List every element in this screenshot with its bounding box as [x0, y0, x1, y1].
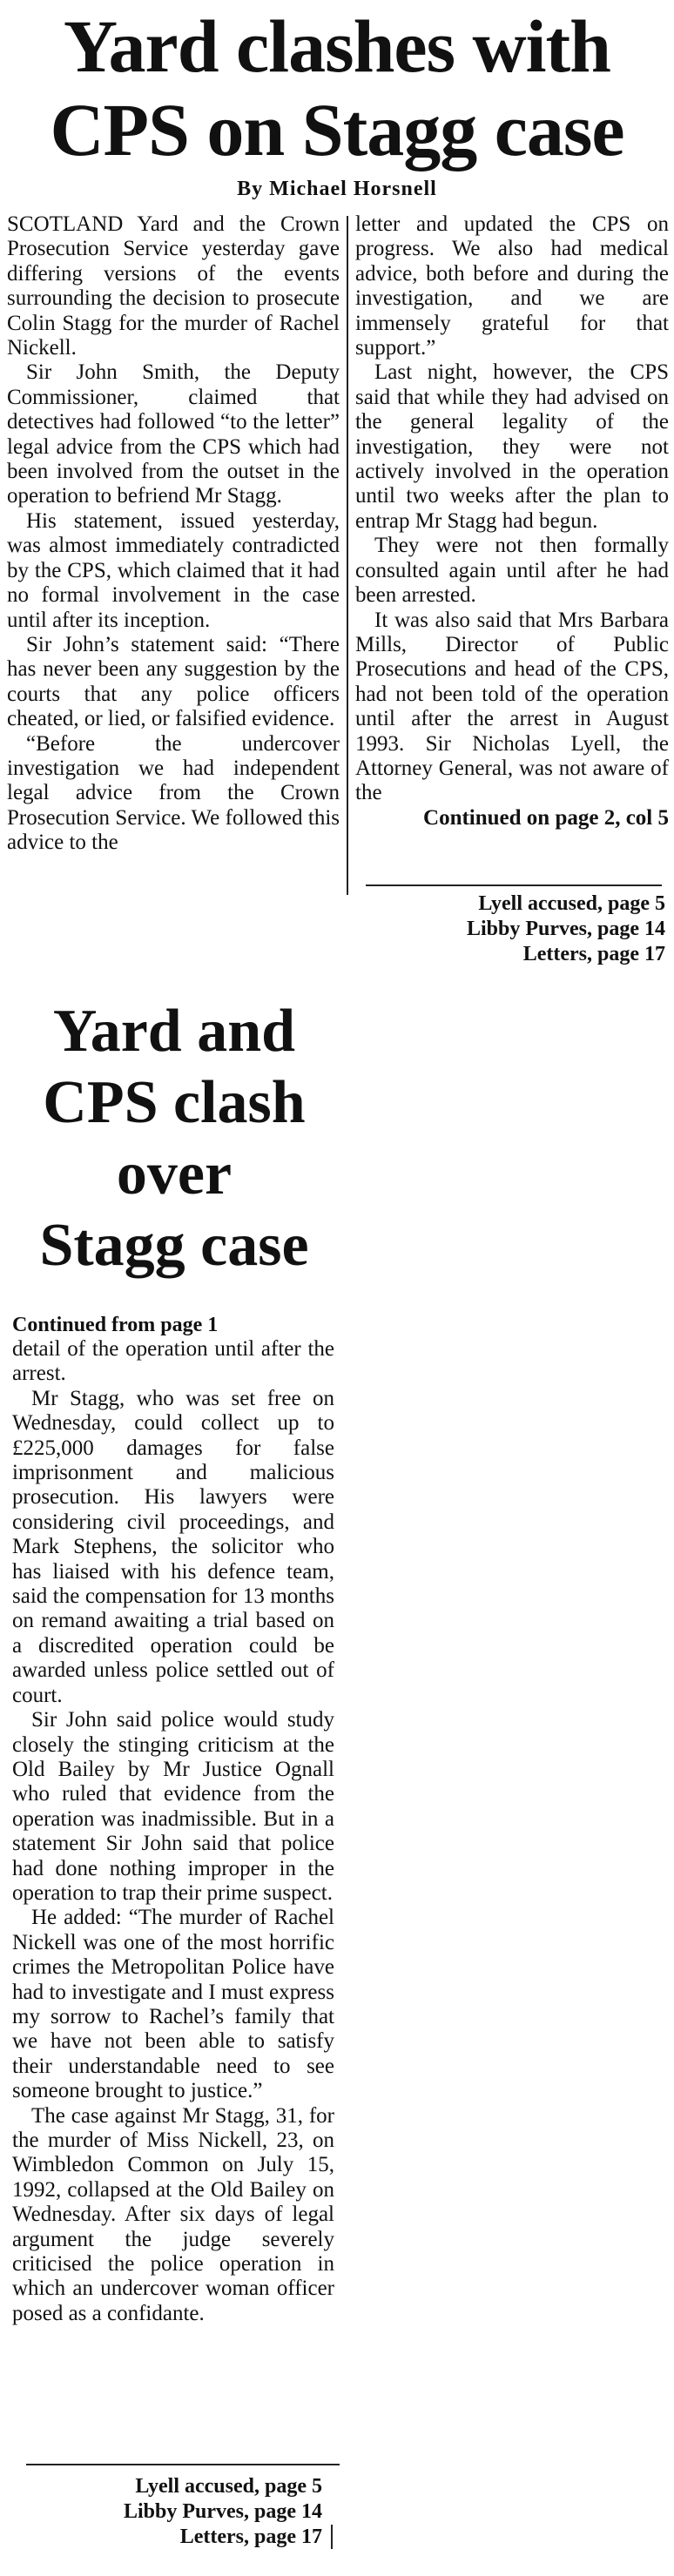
xref-link[interactable]: Libby Purves, page 14	[123, 2500, 322, 2523]
paragraph: letter and updated the CPS on progress. We also had medical advice, both before and during the investigation, and we are immensely grateful for that support.”	[355, 212, 669, 360]
headline-line-2: CPS on Stagg case	[50, 88, 624, 172]
story-left-column	[7, 212, 340, 856]
column-rule	[347, 216, 348, 895]
byline: By Michael Horsnell	[237, 178, 437, 200]
jump-headline-line-3: over	[116, 1140, 233, 1207]
story-right-column	[355, 212, 669, 831]
headline-line-1: Yard clashes with	[63, 4, 611, 88]
column-rule	[331, 2525, 333, 2549]
jump-headline-line-4: Stagg case	[39, 1212, 309, 1279]
cross-references-bottom	[17, 2474, 322, 2550]
paragraph: It was also said that Mrs Barbara Mills, Director of Public Prosecutions and head of the CPS, had not been told of the operation until after the arrest in August 1993. Sir Nicholas Lyell, the Attorney General, was not aware of the	[355, 608, 669, 805]
paragraph: Mr Stagg, who was set free on Wednesday, could collect up to £225,000 damages for false imprisonment and malicious prosecution. His lawyers were considering civil proceedings, and Mark Stephens, the solicitor who has liaised with his defence team, said the compensation for 13 months on remand awaiting a trial based on a discredited operation could be awarded unless police settled out of court.	[12, 1386, 334, 1707]
paragraph: detail of the operation until after the arrest.	[12, 1337, 334, 1386]
divider	[366, 884, 662, 886]
paragraph: Sir John Smith, the Deputy Commissioner, claimed that detectives had followed “to the letter” legal advice from the CPS which had been involved from the outset in the operation to befriend Mr Stagg.	[7, 360, 340, 508]
cross-references-top	[366, 891, 665, 967]
paragraph: Last night, however, the CPS said that while they had advised on the general legality of the investigation, they were not actively involved in the operation until two weeks after the plan to entrap Mr Stagg had begun.	[355, 360, 669, 533]
paragraph: Sir John said police would study closely the stinging criticism at the Old Bailey by Mr Justice Ognall who ruled that evidence from the operation was inadmissible. But in a statement Sir John said that police had done nothing improper in the operation to trap their prime suspect.	[12, 1708, 334, 1905]
paragraph: The case against Mr Stagg, 31, for the murder of Miss Nickell, 23, on Wimbledon Common on July 15, 1992, collapsed at the Old Bailey on Wednesday. After six days of legal argument the judge severely criticised the police operation in which an undercover woman officer posed as a confidante.	[12, 2103, 334, 2325]
xref-link[interactable]: Libby Purves, page 14	[466, 918, 665, 940]
xref-link[interactable]: Letters, page 17	[522, 943, 665, 965]
xref-link[interactable]: Lyell accused, page 5	[478, 892, 665, 915]
continued-from-label: Continued from page 1	[12, 1314, 219, 1336]
paragraph: They were not then formally consulted again until after he had been arrested.	[355, 534, 669, 608]
jump-headline-line-1: Yard and	[52, 998, 296, 1065]
continued-on-link[interactable]: Continued on page 2, col 5	[423, 805, 669, 830]
xref-link[interactable]: Lyell accused, page 5	[135, 2475, 322, 2498]
paragraph: He added: “The murder of Rachel Nickell was one of the most horrific crimes the Metropolitan Police have had to investigate and I must express my sorrow to Rachel’s family that we have not been able to satisfy their understandable need to see someone brought to justice.”	[12, 1906, 334, 2103]
paragraph: Sir John’s statement said: “There has never been any suggestion by the courts that any police officers cheated, or lied, or falsified evidence.	[7, 632, 340, 731]
paragraph: His statement, issued yesterday, was almost immediately contradicted by the CPS, which claimed that it had no formal involvement in the case until after its inception.	[7, 508, 340, 632]
paragraph: SCOTLAND Yard and the Crown Prosecution Service yesterday gave differing versions of the events surrounding the decision to prosecute Colin Stagg for the murder of Rachel Nickell.	[7, 212, 340, 360]
jump-headline-line-2: CPS clash	[43, 1069, 306, 1136]
divider	[26, 2464, 340, 2465]
xref-link[interactable]: Letters, page 17	[179, 2526, 322, 2548]
jump-column	[12, 1313, 334, 2326]
paragraph: “Before the undercover investigation we had independent legal advice from the Crown Prosecution Service. We followed this advice to the	[7, 731, 340, 855]
